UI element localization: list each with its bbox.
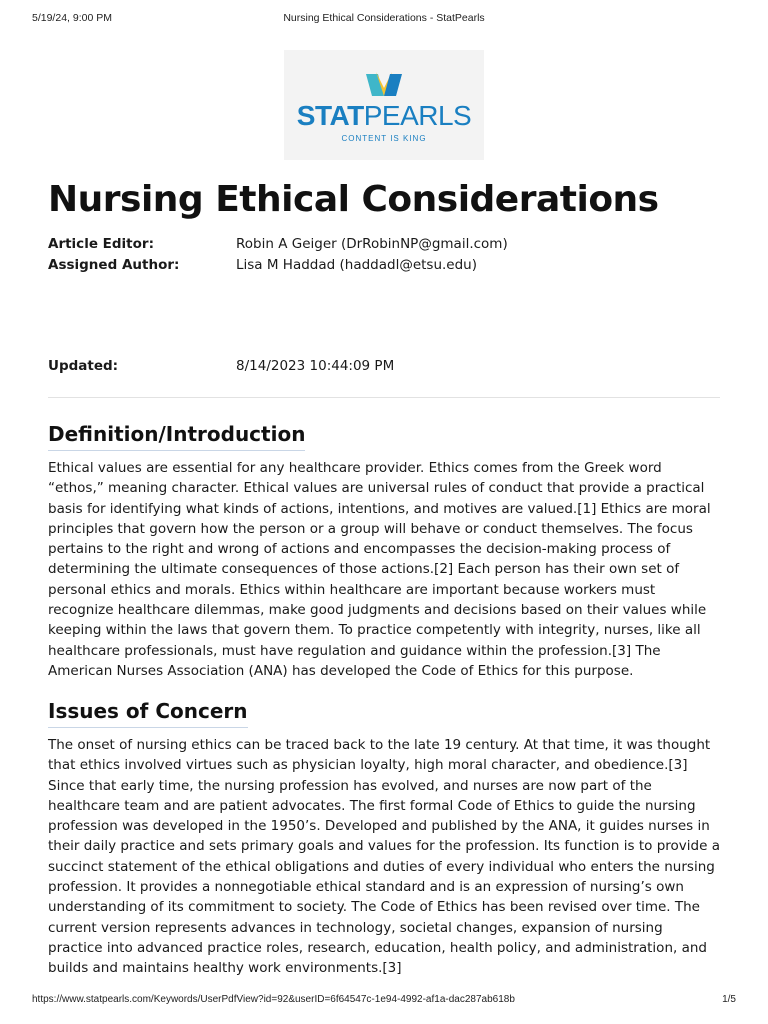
print-footer (32, 994, 736, 1008)
assigned-author-label: Assigned Author: (48, 257, 180, 273)
print-page-title: Nursing Ethical Considerations - StatPearls (283, 12, 485, 24)
section-body-definition: Ethical values are essential for any healthcare provider. Ethics comes from the Greek word “ethos,” meaning character. Ethical values are universal rules of conduct that provide a practical basis for identifying what kinds of actions, intentions, and motives are valued.[1] Ethics are moral principles that govern how the person or a group will behave or conduct themselves. The focus pertains to the right and wrong of actions and encompasses the decision-making process of determining the ultimate consequences of those actions.[2] Each person has their own set of personal ethics and morals. Ethics within healthcare are important because workers must recognize healthcare dilemmas, make good judgments and decisions based on their values while keeping within the laws that govern them. To practice competently with integrity, nurses, like all healthcare professionals, must have regulation and guidance within the profession.[3] The American Nurses Association (ANA) has developed the Code of Ethics for this purpose. (48, 460, 711, 679)
print-url: https://www.statpearls.com/Keywords/UserPdfView?id=92&userID=6f64547c-1e94-4992-af1a-dac287ab618b (32, 994, 515, 1005)
article-editor-value: Robin A Geiger (DrRobinNP@gmail.com) (236, 236, 508, 252)
assigned-author-value: Lisa M Haddad (haddadl@etsu.edu) (236, 257, 478, 273)
assigned-author-row (48, 255, 477, 275)
statpearls-logo (284, 50, 484, 160)
section-heading-definition: Definition/Introduction (48, 420, 305, 451)
page-title: Nursing Ethical Considerations (48, 179, 659, 220)
page-number: 1/5 (722, 994, 736, 1005)
logo-word-stat: STAT (296, 100, 364, 131)
crown-icon (364, 70, 404, 98)
section-divider (48, 397, 720, 398)
logo-tagline: CONTENT IS KING (341, 134, 427, 143)
print-header (32, 12, 736, 26)
updated-value: 8/14/2023 10:44:09 PM (236, 358, 395, 374)
updated-row (48, 356, 394, 376)
section-body-issues: The onset of nursing ethics can be traced back to the late 19 century. At that time, it was thought that ethics involved virtues such as physician loyalty, high moral character, and obedience.[3] Since that early time, the nursing profession has evolved, and nurses are now part of the healthcare team and are patient advocates. The first formal Code of Ethics to guide the nursing profession was developed in the 1950’s. Developed and published by the ANA, it guides nurses in their daily practice and sets primary goals and values for the profession. Its function is to provide a succinct statement of the ethical obligations and duties of every individual who enters the nursing profession. It provides a nonnegotiable ethical standard and is an expression of nursing’s own understanding of its commitment to society. The Code of Ethics has been revised over time. The current version represents advances in technology, societal changes, expansion of nursing practice into advanced practice roles, research, education, health policy, and administration, and builds and maintains healthy work environments.[3] (48, 737, 720, 977)
section-heading-issues: Issues of Concern (48, 697, 248, 728)
updated-label: Updated: (48, 358, 119, 374)
logo-word-pearls: PEARLS (363, 100, 472, 131)
article-editor-label: Article Editor: (48, 236, 154, 252)
logo-wordmark (284, 102, 484, 130)
article-editor-row (48, 234, 508, 254)
print-datetime: 5/19/24, 9:00 PM (32, 12, 112, 24)
